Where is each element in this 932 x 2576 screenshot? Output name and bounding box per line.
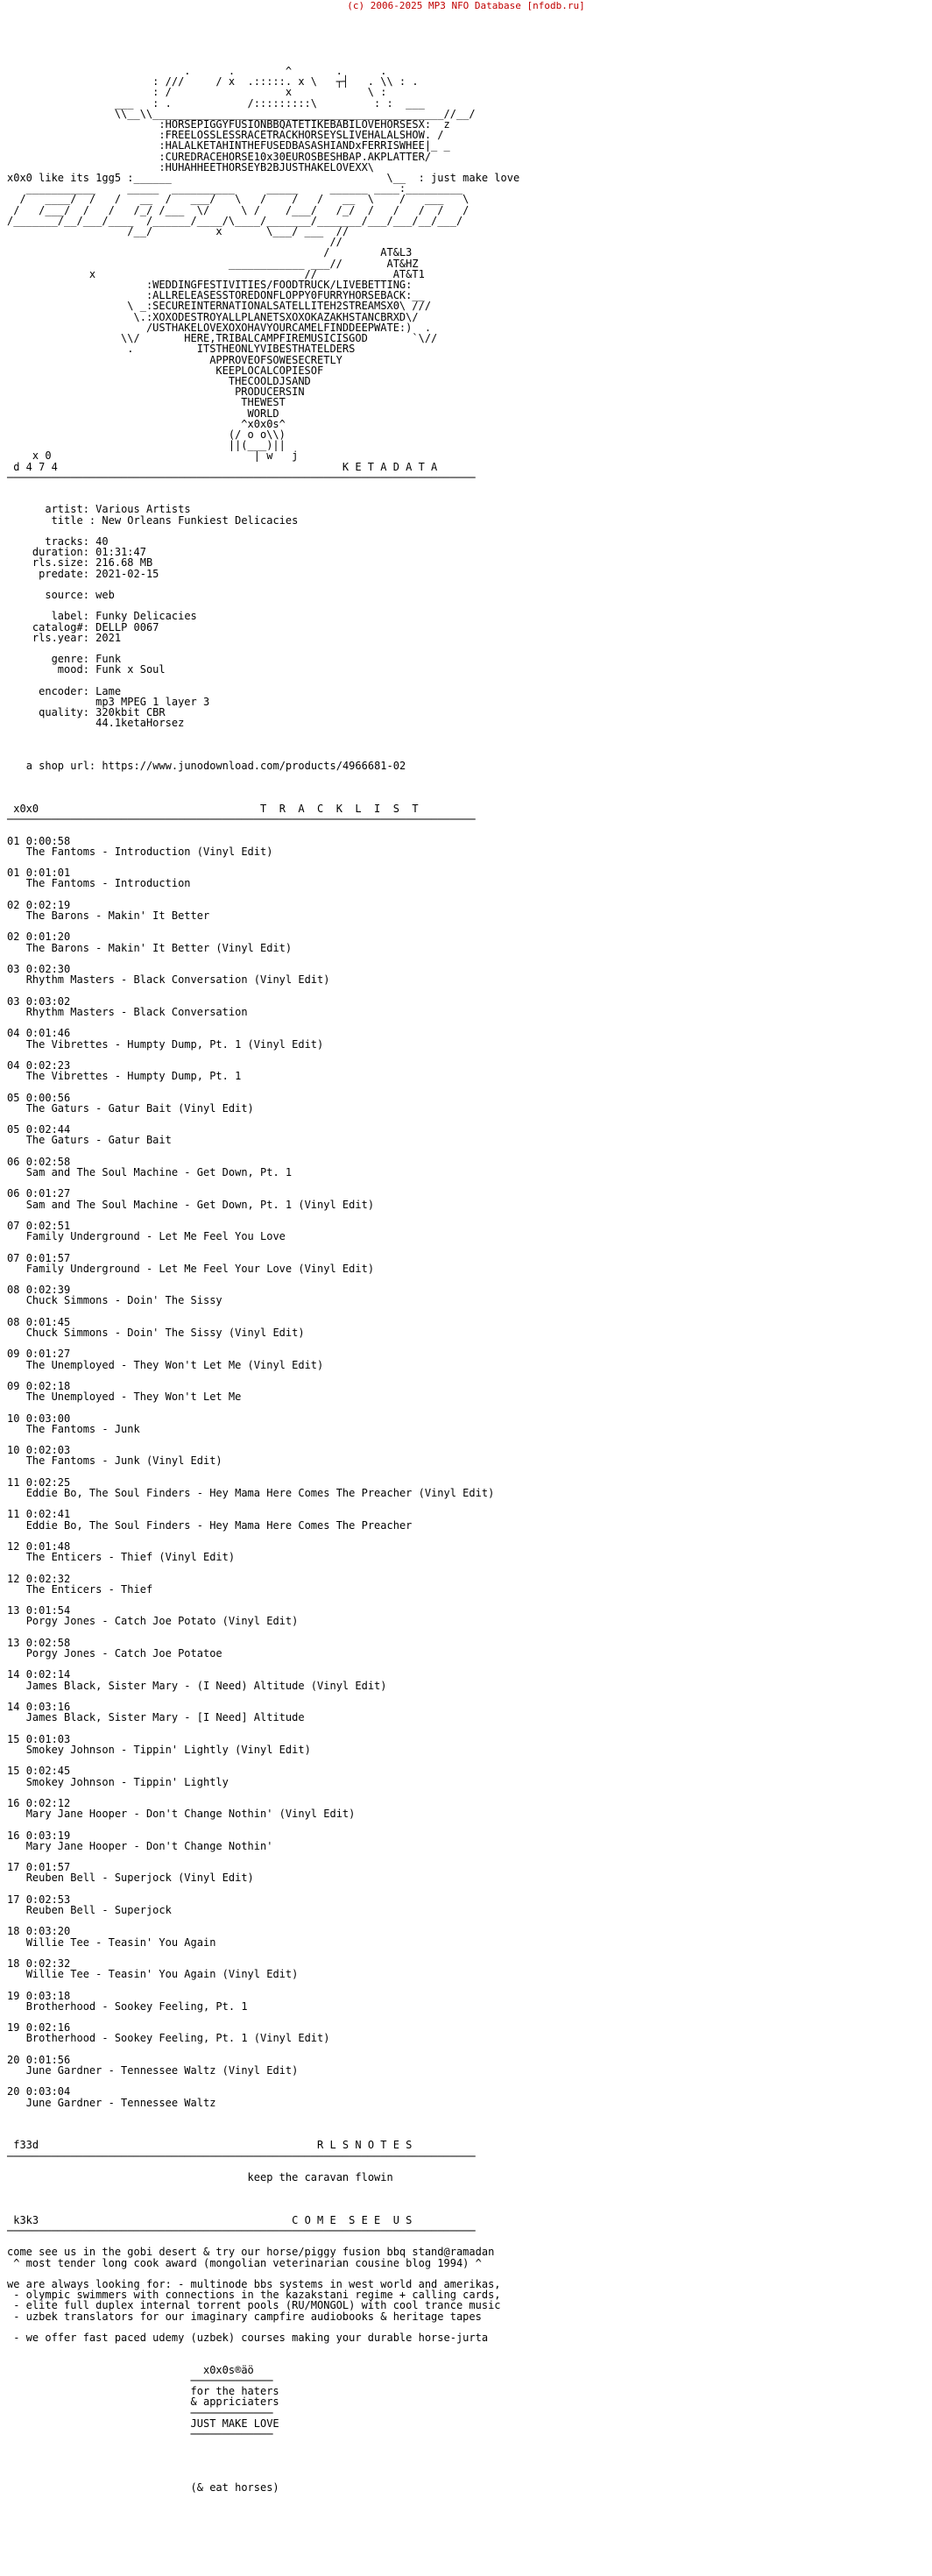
track-number: 17 bbox=[7, 1893, 20, 1906]
track-title: Eddie Bo, The Soul Finders - Hey Mama Here Comes The Preacher (Vinyl Edit) bbox=[25, 1487, 495, 1500]
track-title: The Vibrettes - Humpty Dump, Pt. 1 (Vinyl Edit) bbox=[25, 1037, 324, 1051]
shop-url-link[interactable]: https://www.junodownload.com/products/4966681-02 bbox=[102, 760, 406, 773]
track-title: Sam and The Soul Machine - Get Down, Pt. 1 (Vinyl Edit) bbox=[25, 1198, 375, 1211]
track-title: The Fantoms - Introduction (Vinyl Edit) bbox=[25, 845, 273, 858]
eat-horses-text: (& eat horses) bbox=[190, 2480, 279, 2494]
track-time: 0:01:46 bbox=[25, 1027, 71, 1040]
track-number: 15 bbox=[7, 1732, 20, 1745]
track-number: 17 bbox=[7, 1861, 20, 1874]
track-number: 03 bbox=[7, 994, 20, 1008]
track-entry bbox=[7, 835, 272, 858]
track-title: The Fantoms - Junk (Vinyl Edit) bbox=[25, 1454, 222, 1468]
track-time: 0:02:14 bbox=[25, 1668, 71, 1681]
site-header bbox=[0, 0, 932, 12]
track-title: Rhythm Masters - Black Conversation (Vinyl Edit) bbox=[25, 973, 330, 987]
track-title: The Enticers - Thief bbox=[25, 1582, 153, 1596]
cred-label: d 4 7 4 bbox=[7, 460, 58, 473]
track-time: 0:01:57 bbox=[25, 1861, 71, 1874]
track-entry bbox=[7, 963, 329, 986]
track-number: 09 bbox=[7, 1380, 20, 1392]
track-number: 14 bbox=[7, 1668, 20, 1681]
track-entry bbox=[7, 1092, 254, 1115]
track-entry bbox=[7, 1925, 215, 1948]
track-time: 0:02:12 bbox=[25, 1796, 71, 1809]
track-entry bbox=[7, 1444, 222, 1467]
track-time: 0:03:02 bbox=[25, 994, 71, 1008]
track-entry bbox=[7, 1668, 387, 1691]
track-number: 18 bbox=[7, 1925, 20, 1938]
track-number: 16 bbox=[7, 1796, 20, 1809]
section-title-notes: R L S N O T E S bbox=[317, 2139, 413, 2152]
track-time: 0:03:20 bbox=[25, 1925, 71, 1938]
track-entry bbox=[7, 1316, 305, 1339]
track-time: 0:02:25 bbox=[25, 1476, 71, 1489]
track-entry bbox=[7, 2021, 329, 2044]
track-entry bbox=[7, 1412, 140, 1435]
track-number: 05 bbox=[7, 1091, 20, 1104]
signature-name: x0x0s®äö bbox=[202, 2363, 254, 2376]
ascii-banner-top: . . ^ . . : /// / x .:::::. x \ ┬┤ . \\ : . : / x \ : ___ : . /:::::::::\ : : ___ \\__\\______________________________________________//__/ :HORSEPIGGYFUSIONBBQATETIKEBABILOVEHORSESX: z :FREELOSSLESSRACETRACKHORSEYSLIVEHALALSHOW. / :HALALKETAHINTHEFUSEDBASASHIANDxFERRISWHEE|_ _ :CUREDRACEHORSE10x30EUROSBESHBAP.AKPLATTER/ :HUHAHHEETHORSEYB2BJUSTHAKELOVEXX\ bbox=[114, 65, 476, 173]
track-time: 0:03:19 bbox=[25, 1829, 71, 1842]
track-time: 0:02:30 bbox=[25, 963, 71, 976]
track-number: 04 bbox=[7, 1027, 20, 1040]
track-entry bbox=[7, 1604, 298, 1627]
track-number: 12 bbox=[7, 1540, 20, 1553]
track-title: Reuben Bell - Superjock bbox=[25, 1903, 172, 1916]
track-title: The Fantoms - Junk bbox=[25, 1422, 140, 1435]
track-entry bbox=[7, 1476, 494, 1499]
track-entry bbox=[7, 1957, 298, 1980]
track-entry bbox=[7, 1765, 229, 1787]
track-time: 0:02:44 bbox=[25, 1123, 71, 1136]
track-number: 13 bbox=[7, 1604, 20, 1617]
track-number: 20 bbox=[7, 2053, 20, 2066]
track-time: 0:03:16 bbox=[25, 1701, 71, 1714]
track-number: 01 bbox=[7, 834, 20, 847]
track-time: 0:02:58 bbox=[25, 1636, 71, 1649]
track-number: 10 bbox=[7, 1412, 20, 1425]
meta-catalog: DELLP 0067 bbox=[95, 620, 159, 633]
track-number: 09 bbox=[7, 1348, 20, 1361]
track-title: Brotherhood - Sookey Feeling, Pt. 1 (Vinyl Edit) bbox=[25, 2032, 330, 2045]
track-time: 0:01:01 bbox=[25, 867, 71, 880]
track-title: Mary Jane Hooper - Don't Change Nothin' (Vinyl Edit) bbox=[25, 1808, 356, 1821]
track-title: The Gaturs - Gatur Bait bbox=[25, 1134, 172, 1147]
track-entry bbox=[7, 899, 209, 922]
track-title: The Barons - Makin' It Better bbox=[25, 909, 210, 923]
track-title: Family Underground - Let Me Feel Your Love (Vinyl Edit) bbox=[25, 1262, 375, 1275]
meta-bitrate: 320kbit CBR bbox=[95, 706, 166, 719]
track-time: 0:02:53 bbox=[25, 1893, 71, 1906]
ascii-logo: x0x0 like its 1gg5 :______ \__ : just make love ___________ _____ __________ _____ ______ ____:_________ / ____/ / / __ / ___/ \ / / / __ \ / ___ \ / /___/ / / /_/ /___ \/ \ / /___/ /_/ / / / / / /_______/__/___/____ /______/____/\____/_______/_______/___/___/__/___/ /__/ x \___/ ___ // // bbox=[7, 172, 520, 249]
track-time: 0:02:19 bbox=[25, 898, 71, 911]
track-title: The Enticers - Thief (Vinyl Edit) bbox=[25, 1551, 236, 1564]
meta-year: 2021 bbox=[95, 631, 122, 644]
track-time: 0:02:32 bbox=[25, 1572, 71, 1585]
signature-line-3: JUST MAKE LOVE bbox=[190, 2417, 279, 2430]
track-number: 13 bbox=[7, 1636, 20, 1649]
track-entry bbox=[7, 2054, 298, 2077]
track-number: 06 bbox=[7, 1187, 20, 1200]
track-time: 0:03:04 bbox=[25, 2085, 71, 2098]
section-title-metadata: K E T A D A T A bbox=[342, 460, 438, 473]
track-number: 19 bbox=[7, 1989, 20, 2002]
track-number: 10 bbox=[7, 1444, 20, 1457]
tracklist-tag: x0x0 bbox=[13, 803, 39, 816]
come-see-us-line: ^ most tender long cook award (mongolian veterinarian cousine blog 1994) ^ bbox=[7, 2256, 482, 2269]
track-entry bbox=[7, 1893, 172, 1916]
track-time: 0:00:58 bbox=[25, 834, 71, 847]
track-title: Eddie Bo, The Soul Finders - Hey Mama Here Comes The Preacher bbox=[25, 1518, 413, 1532]
track-time: 0:03:18 bbox=[25, 1989, 71, 2002]
meta-encoder: Lame bbox=[95, 684, 122, 697]
track-time: 0:01:27 bbox=[25, 1348, 71, 1361]
track-number: 02 bbox=[7, 931, 20, 944]
track-number: 06 bbox=[7, 1155, 20, 1168]
track-title: James Black, Sister Mary - (I Need) Altitude (Vinyl Edit) bbox=[25, 1679, 387, 1692]
track-title: The Vibrettes - Humpty Dump, Pt. 1 bbox=[25, 1070, 242, 1083]
track-title: Rhythm Masters - Black Conversation bbox=[25, 1005, 248, 1018]
track-number: 11 bbox=[7, 1508, 20, 1521]
meta-mood: Funk x Soul bbox=[95, 663, 166, 676]
meta-label: Funky Delicacies bbox=[95, 610, 197, 623]
track-time: 0:01:54 bbox=[25, 1604, 71, 1617]
track-title: June Gardner - Tennessee Waltz bbox=[25, 2096, 216, 2109]
come-see-us-line: come see us in the gobi desert & try our horse/piggy fusion bbq stand@ramadan bbox=[7, 2246, 495, 2259]
track-title: Chuck Simmons - Doin' The Sissy (Vinyl Edit) bbox=[25, 1326, 305, 1339]
track-number: 08 bbox=[7, 1284, 20, 1297]
ascii-horse-art: / AT&L3 ____________ ___// AT&HZ x // AT&T1 :WEDDINGFESTIVITIES/FOODTRUCK/LIVEBETTING: :ALLRELEASESSTOREDONFLOPPY0FURRYHORSEBACK:__ \ _:SECUREINTERNATIONALSATELLITEH2STREAMSX0\ /// \.:XOXODESTROYALLPLANETSXOXOKAZAKHSTANCBRXD\/ /USTHAKELOVEXOXOHAVYOURCAMELFINDDEEPWATE:) . \\/ HERE,TRIBALCAMPFIREMUSICISGOD `\// . ITSTHEONLYVIBESTHATELDERS APPROVEOFSOWESECRETLY KEEPLOCALCOPIESOF THECOOLDJSAND PRODUCERSIN THEWEST WORLD ^x0x0s^ (/ o o\\) ||(___)|| x 0 | w j bbox=[32, 246, 438, 463]
meta-predate: 2021-02-15 bbox=[95, 567, 159, 580]
track-entry bbox=[7, 1348, 323, 1370]
track-title: Smokey Johnson - Tippin' Lightly bbox=[25, 1775, 229, 1788]
track-time: 0:01:03 bbox=[25, 1732, 71, 1745]
track-entry bbox=[7, 1252, 374, 1275]
come-see-us-line: - olympic swimmers with connections in the kazakstani regime + calling cards, bbox=[7, 2289, 501, 2302]
track-entry bbox=[7, 867, 191, 889]
track-title: James Black, Sister Mary - [I Need] Altitude bbox=[25, 1711, 305, 1724]
track-entry bbox=[7, 1797, 355, 1820]
section-title-tracklist: T R A C K L I S T bbox=[260, 803, 419, 816]
track-entry bbox=[7, 1380, 241, 1403]
come-see-us-text bbox=[7, 2246, 501, 2344]
meta-source: web bbox=[95, 588, 115, 601]
track-title: Chuck Simmons - Doin' The Sissy bbox=[25, 1294, 222, 1307]
track-title: The Unemployed - They Won't Let Me (Vinyl Edit) bbox=[25, 1358, 324, 1371]
track-entry bbox=[7, 1861, 254, 1884]
come-see-us-line: - we offer fast paced udemy (uzbek) courses making your durable horse-jurta bbox=[7, 2332, 489, 2345]
track-time: 0:01:56 bbox=[25, 2053, 71, 2066]
track-number: 01 bbox=[7, 867, 20, 880]
track-time: 0:02:58 bbox=[25, 1155, 71, 1168]
track-time: 0:01:45 bbox=[25, 1315, 71, 1328]
track-entry bbox=[7, 1156, 292, 1178]
track-entry bbox=[7, 1829, 272, 1852]
track-number: 12 bbox=[7, 1572, 20, 1585]
track-entry bbox=[7, 1187, 374, 1210]
track-entry bbox=[7, 931, 292, 953]
nfo-document: . . ^ . . : /// / x .:::::. x \ ┬┤ . \\ : . : / x \ : ___ : . /:::::::::\ : : ___ \\__\\______________________________________________//__/ :HORSEPIGGYFUSIONBBQATETIKEBABILOVEHORSESX: z :FREELOSSLESSRACETRACKHORSEYSLIVEHALALSHOW. / :HALALKETAHINTHEFUSEDBASASHIANDxFERRISWHEE|_ _ :CUREDRACEHORSE10x30EUROSBESHBAP.AKPLATTER/ :HUHAHHEETHORSEYB2BJUSTHAKELOVEXX\ x0x0 like its 1gg5 :______ \__ : just make love ___________ _____ __________ _____ ______ ____:_________ / ____/ / / __ / ___/ \ / / / __ \ / ___ \ / /___/ / / /_/ /___ \/ \ / /___/ /_/ / / / / / /_______/__/___/____ /______/____/\____/_______/_______/___/___/__/___/ /__/ x \___/ ___ // // / AT&L3 ____________ ___// AT&HZ x // AT&T1 :WEDDINGFESTIVITIES/FOODTRUCK/LIVEBETTING: :ALLRELEASESSTOREDONFLOPPY0FURRYHORSEBACK:__ \ _:SECUREINTERNATIONALSATELLITEH2STREAMSX0\ /// \.:XOXODESTROYALLPLANETSXOXOKAZAKHSTANCBRXD\/ /USTHAKELOVEXOXOHAVYOURCAMELFINDDEEPWATE:) . \\/ HERE,TRIBALCAMPFIREMUSICISGOD `\// . ITSTHEONLYVIBESTHATELDERS APPROVEOFSOWESECRETLY KEEPLOCALCOPIESOF THECOOLDJSAND PRODUCERSIN THEWEST WORLD ^x0x0s^ (/ o o\\) ||(___)|| x 0 | w j d 4 7 4 K E T A D A T A ────────────────────────────────────────────────────────────────────────── artist: Various Artists title : New Orleans Funkiest Delicacies tracks: 40 duration: 01:31:47 rls.size: 216.68 MB predate: 2021-02-15 source: web label: Funky Delicacies catalog#: DELLP 0067 rls.year: 2021 genre: Funk mood: Funk x Soul encoder: Lame mp3 MPEG 1 layer 3 quality: 320kbit CBR 44.1ketaHorsez a shop url: https://www.junodownload.com/products/4966681-02 x0x0 T R A C K L I S T ────────────────────────────────────────────────────────────────────────── 01 0:00:58 The Fantoms - Introduction (Vinyl Edit) 01 0:01:01 The Fantoms - Introduction 02 0:02:19 The Barons - Makin' It Better 02 0:01:20 The Barons - Makin' It Better (Vinyl Edit) 03 0:02:30 Rhythm Masters - Black Conversation (Vinyl Edit) 03 0:03:02 Rhythm Masters - Black Conversation 04 0:01:46 The Vibrettes - Humpty Dump, Pt. 1 (Vinyl Edit) 04 0:02:23 The Vibrettes - Humpty Dump, Pt. 1 05 0:00:56 The Gaturs - Gatur Bait (Vinyl Edit) 05 0:02:44 The Gaturs - Gatur Bait 06 0:02:58 Sam and The Soul Machine - Get Down, Pt. 1 06 0:01:27 Sam and The Soul Machine - Get Down, Pt. 1 (Vinyl Edit) 07 0:02:51 Family Underground - Let Me Feel You Love 07 0:01:57 Family Underground - Let Me Feel Your Love (Vinyl Edit) 08 0:02:39 Chuck Simmons - Doin' The Sissy 08 0:01:45 Chuck Simmons - Doin' The Sissy (Vinyl Edit) 09 0:01:27 The Unemployed - They Won't Let Me (Vinyl Edit) 09 0:02:18 The Unemployed - They Won't Let Me 10 0:03:00 The Fantoms - Junk 10 0:02:03 The Fantoms - Junk (Vinyl Edit) 11 0:02:25 Eddie Bo, The Soul Finders - Hey Mama Here Comes The Preacher (Vinyl Edit) 11 0:02:41 Eddie Bo, The Soul Finders - Hey Mama Here Comes The Preacher 12 0:01:48 The Enticers - Thief (Vinyl Edit) 12 0:02:32 The Enticers - Thief 13 0:01:54 Porgy Jones - Catch Joe Potato (Vinyl Edit) 13 0:02:58 Porgy Jones - Catch Joe Potatoe 14 0:02:14 James Black, Sister Mary - (I Need) Altitude (Vinyl Edit) 14 0:03:16 James Black, Sister Mary - [I Need] Altitude 15 0:01:03 Smokey Johnson - Tippin' Lightly (Vinyl Edit) 15 0:02:45 Smokey Johnson - Tippin' Lightly 16 0:02:12 Mary Jane Hooper - Don't Change Nothin' (Vinyl Edit) 16 0:03:19 Mary Jane Hooper - Don't Change Nothin' 17 0:01:57 Reuben Bell - Superjock (Vinyl Edit) 17 0:02:53 Reuben Bell - Superjock 18 0:03:20 Willie Tee - Teasin' You Again 18 0:02:32 Willie Tee - Teasin' You Again (Vinyl Edit) 19 0:03:18 Brotherhood - Sookey Feeling, Pt. 1 19 0:02:16 Brotherhood - Sookey Feeling, Pt. 1 (Vinyl Edit) 20 0:01:56 June Gardner - Tennessee Waltz (Vinyl Edit) 20 0:03:04 June Gardner - Tennessee Waltz f33d R L S N O T E S ────────────────────────────────────────────────────────────────────────── keep the caravan flowin k3k3 C O M E S E E U S ────────────────────────────────────────────────────────────────────────── come see us in the gobi desert & try our horse/piggy fusion bbq stand@ramadan ^ most tender long cook award (mongolian veterinarian cousine blog 1994) ^ we are always looking for: - multinode bbs systems in west world and amerikas, - olympic swimmers with connections in the kazakstani regime + calling cards, - elite full duplex internal torrent pools (RU/MONGOL) with cool trance music - uzbek translators for our imaginary campfire audiobooks & heritage tapes - we offer fast paced udemy (uzbek) courses making your durable horse-jurta x0x0s®äö ───────────── for the haters & appriciaters ───────────── JUST MAKE LOVE ───────────── (& eat horses) bbox=[7, 65, 520, 2494]
track-time: 0:02:03 bbox=[25, 1444, 71, 1457]
track-title: Willie Tee - Teasin' You Again bbox=[25, 1936, 216, 1949]
meta-tracks: 40 bbox=[95, 534, 109, 548]
track-title: The Fantoms - Introduction bbox=[25, 877, 191, 890]
track-number: 18 bbox=[7, 1957, 20, 1970]
track-number: 03 bbox=[7, 963, 20, 976]
track-title: Smokey Johnson - Tippin' Lightly (Vinyl Edit) bbox=[25, 1743, 311, 1756]
track-entry bbox=[7, 1059, 241, 1082]
come-tag: k3k3 bbox=[13, 2213, 39, 2226]
track-time: 0:00:56 bbox=[25, 1091, 71, 1104]
track-entry bbox=[7, 1733, 311, 1756]
track-title: Family Underground - Let Me Feel You Love bbox=[25, 1230, 286, 1243]
meta-size: 216.68 MB bbox=[95, 556, 153, 570]
notes-text: keep the caravan flowin bbox=[247, 2171, 393, 2184]
signature-line-2: & appriciaters bbox=[190, 2396, 279, 2409]
come-see-us-line: - uzbek translators for our imaginary campfire audiobooks & heritage tapes bbox=[7, 2310, 482, 2323]
track-entry bbox=[7, 1508, 412, 1531]
track-number: 08 bbox=[7, 1315, 20, 1328]
track-entry bbox=[7, 1027, 323, 1050]
meta-duration: 01:31:47 bbox=[95, 546, 146, 559]
track-entry bbox=[7, 1990, 248, 2013]
track-title: The Gaturs - Gatur Bait (Vinyl Edit) bbox=[25, 1101, 254, 1115]
track-time: 0:02:39 bbox=[25, 1284, 71, 1297]
track-title: Sam and The Soul Machine - Get Down, Pt. 1 bbox=[25, 1165, 293, 1178]
track-title: Reuben Bell - Superjock (Vinyl Edit) bbox=[25, 1872, 254, 1885]
track-time: 0:02:18 bbox=[25, 1380, 71, 1392]
track-time: 0:01:27 bbox=[25, 1187, 71, 1200]
track-number: 19 bbox=[7, 2021, 20, 2035]
track-entry bbox=[7, 1701, 305, 1723]
track-number: 02 bbox=[7, 898, 20, 911]
signature-line-1: for the haters bbox=[190, 2385, 279, 2398]
track-title: Mary Jane Hooper - Don't Change Nothin' bbox=[25, 1839, 273, 1852]
track-title: Brotherhood - Sookey Feeling, Pt. 1 bbox=[25, 1999, 248, 2013]
track-entry bbox=[7, 1540, 235, 1563]
track-entry bbox=[7, 1220, 286, 1242]
track-title: Porgy Jones - Catch Joe Potato (Vinyl Edit) bbox=[25, 1615, 299, 1628]
track-time: 0:03:00 bbox=[25, 1412, 71, 1425]
meta-genre: Funk bbox=[95, 653, 122, 666]
track-number: 14 bbox=[7, 1701, 20, 1714]
track-entry bbox=[7, 1284, 222, 1306]
track-entry bbox=[7, 1123, 172, 1146]
track-number: 07 bbox=[7, 1251, 20, 1264]
track-title: Willie Tee - Teasin' You Again (Vinyl Edit) bbox=[25, 1968, 299, 1981]
track-time: 0:01:57 bbox=[25, 1251, 71, 1264]
track-number: 16 bbox=[7, 1829, 20, 1842]
track-time: 0:02:32 bbox=[25, 1957, 71, 1970]
track-number: 05 bbox=[7, 1123, 20, 1136]
track-time: 0:02:45 bbox=[25, 1765, 71, 1778]
track-entry bbox=[7, 995, 248, 1018]
track-number: 07 bbox=[7, 1219, 20, 1232]
copyright-link[interactable]: (c) 2006-2025 MP3 NFO Database [nfodb.ru] bbox=[347, 0, 585, 11]
track-title: The Barons - Makin' It Better (Vinyl Edit) bbox=[25, 941, 293, 954]
track-time: 0:02:51 bbox=[25, 1219, 71, 1232]
meta-samplerate: 44.1ketaHorsez bbox=[95, 717, 185, 730]
track-title: Porgy Jones - Catch Joe Potatoe bbox=[25, 1647, 222, 1660]
track-time: 0:02:23 bbox=[25, 1058, 71, 1072]
track-entry bbox=[7, 1637, 222, 1660]
track-title: June Gardner - Tennessee Waltz (Vinyl Edit) bbox=[25, 2064, 299, 2077]
track-time: 0:02:41 bbox=[25, 1508, 71, 1521]
track-entry bbox=[7, 1573, 152, 1596]
track-number: 11 bbox=[7, 1476, 20, 1489]
track-time: 0:01:20 bbox=[25, 931, 71, 944]
meta-codec: mp3 MPEG 1 layer 3 bbox=[95, 696, 210, 708]
track-title: The Unemployed - They Won't Let Me bbox=[25, 1391, 242, 1404]
come-see-us-line: - elite full duplex internal torrent pools (RU/MONGOL) with cool trance music bbox=[7, 2299, 501, 2312]
tracklist bbox=[7, 835, 494, 2109]
track-number: 15 bbox=[7, 1765, 20, 1778]
track-number: 20 bbox=[7, 2085, 20, 2098]
track-number: 04 bbox=[7, 1058, 20, 1072]
come-see-us-line: we are always looking for: - multinode bbs systems in west world and amerikas, bbox=[7, 2278, 501, 2291]
meta-artist: Various Artists bbox=[95, 503, 191, 516]
track-entry bbox=[7, 2085, 215, 2108]
track-time: 0:01:48 bbox=[25, 1540, 71, 1553]
track-time: 0:02:16 bbox=[25, 2021, 71, 2035]
notes-tag: f33d bbox=[13, 2139, 39, 2152]
meta-title: New Orleans Funkiest Delicacies bbox=[102, 513, 299, 527]
section-title-come-see-us: C O M E S E E U S bbox=[292, 2213, 413, 2226]
